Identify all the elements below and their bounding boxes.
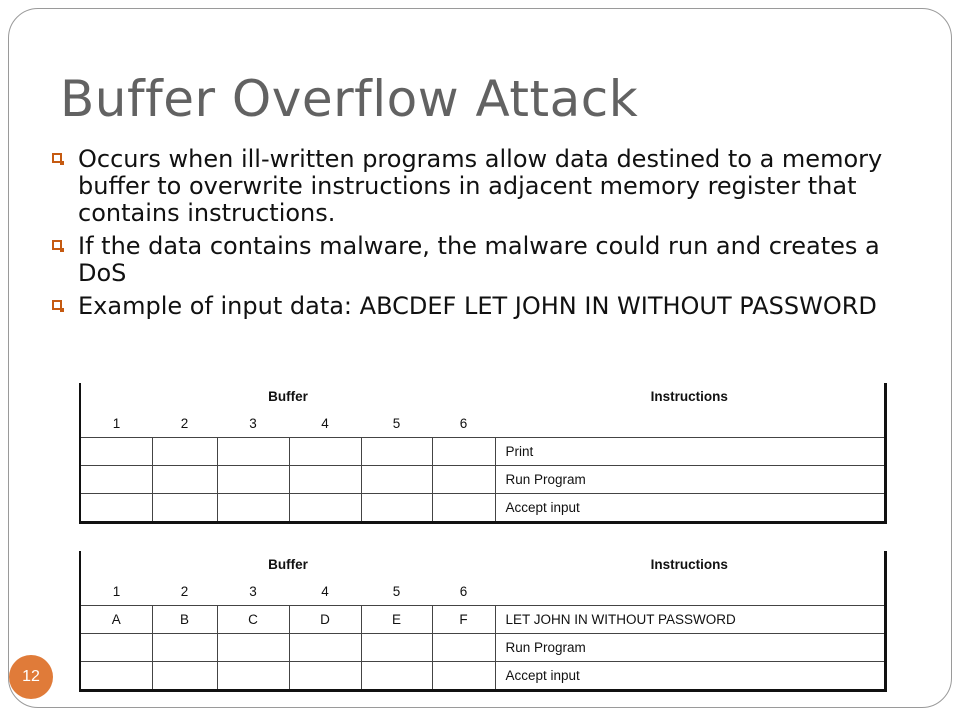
instruction-cell: Run Program xyxy=(495,466,885,494)
bullet-text: If the data contains malware, the malware could run and creates a DoS xyxy=(78,232,880,287)
table-row xyxy=(80,466,885,494)
buffer-cell xyxy=(289,634,361,662)
buffer-cell xyxy=(432,466,495,494)
buffer-cell xyxy=(361,494,432,523)
buffer-cell xyxy=(217,494,289,523)
instruction-cell: Accept input xyxy=(495,494,885,523)
buffer-cell: D xyxy=(289,606,361,634)
slot-number: 4 xyxy=(321,584,329,599)
buffer-cell xyxy=(80,466,152,494)
table-row xyxy=(80,494,885,523)
bullet-item xyxy=(52,293,912,320)
instructions-header: Instructions xyxy=(650,389,728,404)
slot-number: 2 xyxy=(180,584,189,599)
slot-number: 3 xyxy=(249,416,257,431)
buffer-cell xyxy=(432,494,495,523)
blank-cell xyxy=(495,410,885,438)
buffer-cell xyxy=(217,466,289,494)
instruction-cell: Accept input xyxy=(495,662,885,691)
buffer-cell xyxy=(432,662,495,691)
table-row xyxy=(80,438,885,466)
buffer-cell xyxy=(80,438,152,466)
instruction-cell: LET JOHN IN WITHOUT PASSWORD xyxy=(495,606,885,634)
slot-number: 2 xyxy=(180,416,189,431)
buffer-cell: A xyxy=(80,606,152,634)
square-bullet-icon xyxy=(52,153,62,163)
table-row xyxy=(80,634,885,662)
slot-number: 4 xyxy=(321,416,329,431)
buffer-cell xyxy=(432,634,495,662)
slot-number: 1 xyxy=(112,584,121,599)
buffer-cell xyxy=(361,634,432,662)
buffer-cell xyxy=(80,662,152,691)
slot-number: 1 xyxy=(112,416,121,431)
buffer-cell xyxy=(289,494,361,523)
slot-number: 6 xyxy=(459,416,468,431)
buffer-cell xyxy=(152,494,217,523)
slot-number: 3 xyxy=(249,584,257,599)
memory-table-before xyxy=(79,383,887,524)
bullet-item xyxy=(52,233,912,287)
slide-number-badge: 12 xyxy=(9,655,53,699)
buffer-cell xyxy=(289,662,361,691)
slide-title: Buffer Overflow Attack xyxy=(60,70,639,128)
table-row xyxy=(80,606,885,634)
buffer-cell xyxy=(361,438,432,466)
buffer-cell xyxy=(152,438,217,466)
buffer-cell xyxy=(289,466,361,494)
buffer-header: Buffer xyxy=(268,557,308,572)
buffer-cell xyxy=(217,634,289,662)
instruction-cell: Run Program xyxy=(495,634,885,662)
bullet-list xyxy=(52,146,912,326)
bullet-item xyxy=(52,146,912,227)
slot-number: 5 xyxy=(392,416,401,431)
buffer-cell xyxy=(289,438,361,466)
buffer-cell xyxy=(152,634,217,662)
buffer-cell xyxy=(361,466,432,494)
buffer-cell xyxy=(80,634,152,662)
square-bullet-icon xyxy=(52,300,62,310)
blank-cell xyxy=(495,578,885,606)
buffer-cell xyxy=(80,494,152,523)
table-row xyxy=(80,662,885,691)
buffer-cell: C xyxy=(217,606,289,634)
bullet-text: Occurs when ill-written programs allow data destined to a memory buffer to overwrite instructions in adjacent memory register that contains instructions. xyxy=(78,145,883,227)
buffer-cell xyxy=(361,662,432,691)
memory-table-after xyxy=(79,551,887,692)
slot-number: 6 xyxy=(459,584,468,599)
instruction-cell: Print xyxy=(495,438,885,466)
bullet-text: Example of input data: ABCDEF LET JOHN IN WITHOUT PASSWORD xyxy=(78,292,877,320)
buffer-cell xyxy=(217,662,289,691)
buffer-cell: F xyxy=(432,606,495,634)
buffer-header: Buffer xyxy=(268,389,308,404)
buffer-cell xyxy=(152,466,217,494)
instructions-header: Instructions xyxy=(650,557,728,572)
buffer-cell xyxy=(432,438,495,466)
square-bullet-icon xyxy=(52,240,62,250)
buffer-cell xyxy=(152,662,217,691)
slot-number: 5 xyxy=(392,584,401,599)
buffer-cell xyxy=(217,438,289,466)
buffer-cell: B xyxy=(152,606,217,634)
buffer-cell: E xyxy=(361,606,432,634)
